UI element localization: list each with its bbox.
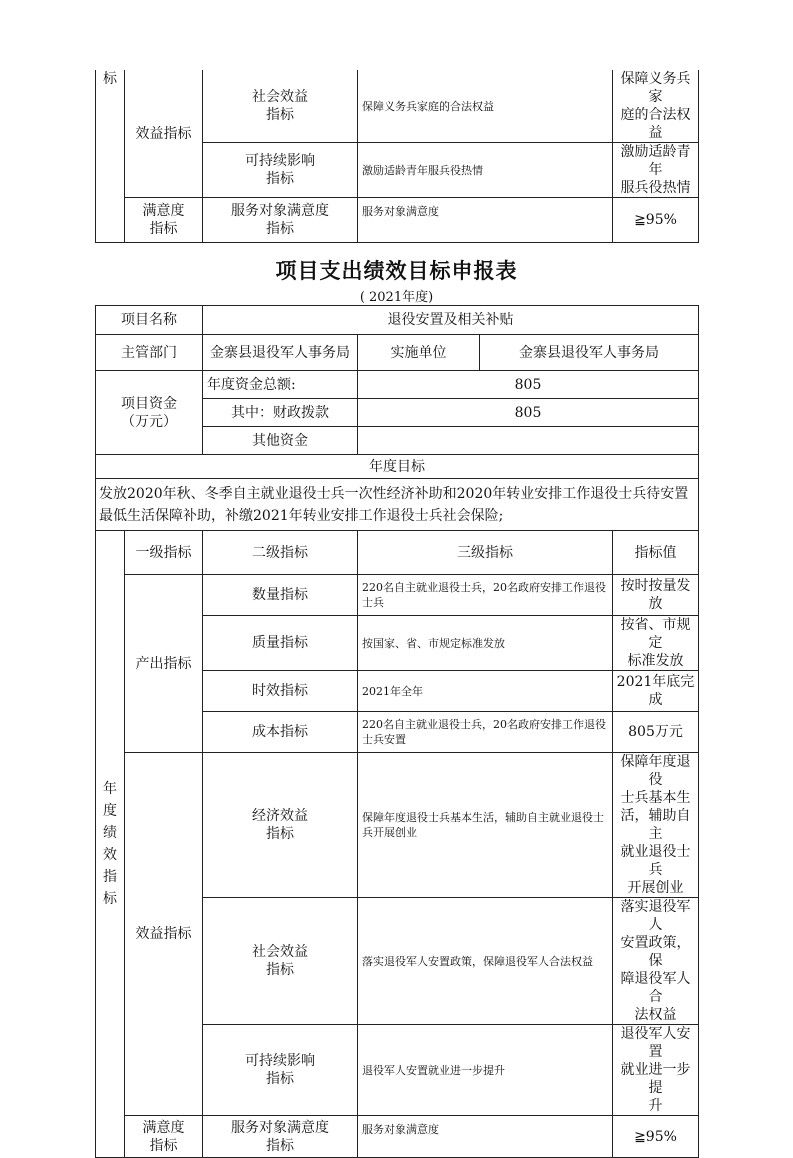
level3-cell: 保障义务兵家庭的合法权益 [358, 70, 613, 143]
level2-cell: 社会效益 指标 [203, 70, 358, 143]
satisfaction-value: ≧95% [613, 1116, 699, 1158]
fund-fiscal-label: 其中：财政拨款 [203, 399, 358, 427]
benefit-indicator-label: 效益指标 [125, 753, 203, 1116]
satisfaction-level1: 满意度 指标 [125, 1116, 203, 1158]
satisfaction-level2: 服务对象满意度 指标 [203, 198, 358, 243]
output-level3: 220名自主就业退役士兵，20名政府安排工作退役士兵安置 [358, 712, 613, 753]
output-level2: 质量指标 [203, 616, 358, 671]
benefit-indicator-label: 效益指标 [125, 70, 203, 198]
fund-total-label: 年度资金总额: [203, 371, 358, 399]
satisfaction-level1: 满意度 指标 [125, 198, 203, 243]
fund-label: 项目资金 （万元） [96, 371, 203, 455]
page-subtitle: ( 2021年度) [359, 290, 434, 305]
benefit-level3: 退役军人安置就业进一步提升 [358, 1025, 613, 1116]
output-level2: 成本指标 [203, 712, 358, 753]
level3-cell: 激励适龄青年服兵役热情 [358, 143, 613, 198]
value-cell: 激励适龄青年 服兵役热情 [613, 143, 699, 198]
satisfaction-value: ≧95% [613, 198, 699, 243]
header-value: 指标值 [613, 531, 699, 575]
fund-fiscal-value: 805 [358, 399, 699, 427]
benefit-level2: 社会效益 指标 [203, 898, 358, 1025]
benefit-value: 保障年度退役 士兵基本生 活，辅助自主 就业退役士兵 开展创业 [613, 753, 699, 898]
header-level1: 一级指标 [125, 531, 203, 575]
page-title: 项目支出绩效目标申报表 [275, 259, 518, 283]
output-level2: 数量指标 [203, 575, 358, 616]
fund-other-value [358, 427, 699, 455]
project-name-label: 项目名称 [96, 306, 203, 335]
impl-unit-value: 金寨县退役军人事务局 [480, 335, 699, 371]
header-level2: 二级指标 [203, 531, 358, 575]
benefit-level2: 可持续影响 指标 [203, 1025, 358, 1116]
satisfaction-level3: 服务对象满意度 [358, 1116, 613, 1158]
output-level3: 按国家、省、市规定标准发放 [358, 616, 613, 671]
output-indicator-label: 产出指标 [125, 575, 203, 753]
project-name-value: 退役安置及相关补贴 [203, 306, 699, 335]
output-value: 按省、市规定 标准发放 [613, 616, 699, 671]
output-value: 按时按量发放 [613, 575, 699, 616]
output-value: 805万元 [613, 712, 699, 753]
fund-total-value: 805 [358, 371, 699, 399]
impl-unit-label: 实施单位 [358, 335, 480, 371]
output-value: 2021年底完成 [613, 671, 699, 712]
annual-indicator-vertical-label: 年 度 绩 效 指 标 [96, 531, 125, 1158]
satisfaction-level2: 服务对象满意度 指标 [203, 1116, 358, 1158]
benefit-level3: 落实退役军人安置政策，保障退役军人合法权益 [358, 898, 613, 1025]
value-cell: 保障义务兵家 庭的合法权益 [613, 70, 699, 143]
output-level2: 时效指标 [203, 671, 358, 712]
benefit-value: 落实退役军人 安置政策，保 障退役军人合 法权益 [613, 898, 699, 1025]
output-level3: 220名自主就业退役士兵，20名政府安排工作退役士兵 [358, 575, 613, 616]
previous-indicator-table-fragment [95, 70, 699, 243]
header-level3: 三级指标 [358, 531, 613, 575]
level2-cell: 可持续影响 指标 [203, 143, 358, 198]
output-level3: 2021年全年 [358, 671, 613, 712]
annual-goal-text: 发放2020年秋、冬季自主就业退役士兵一次性经济补助和2020年转业安排工作退役士兵待安置最低生活保障补助，补缴2021年转业安排工作退役士兵社会保险; [96, 479, 699, 531]
benefit-value: 退役军人安置 就业进一步提 升 [613, 1025, 699, 1116]
performance-target-table [95, 305, 699, 1158]
satisfaction-level3: 服务对象满意度 [358, 198, 613, 243]
benefit-level2: 经济效益 指标 [203, 753, 358, 898]
annual-goal-label: 年度目标 [96, 455, 699, 479]
vertical-label-fragment: 标 [96, 70, 125, 243]
dept-value: 金寨县退役军人事务局 [203, 335, 358, 371]
benefit-level3: 保障年度退役士兵基本生活，辅助自主就业退役士兵开展创业 [358, 753, 613, 898]
dept-label: 主管部门 [96, 335, 203, 371]
fund-other-label: 其他资金 [203, 427, 358, 455]
